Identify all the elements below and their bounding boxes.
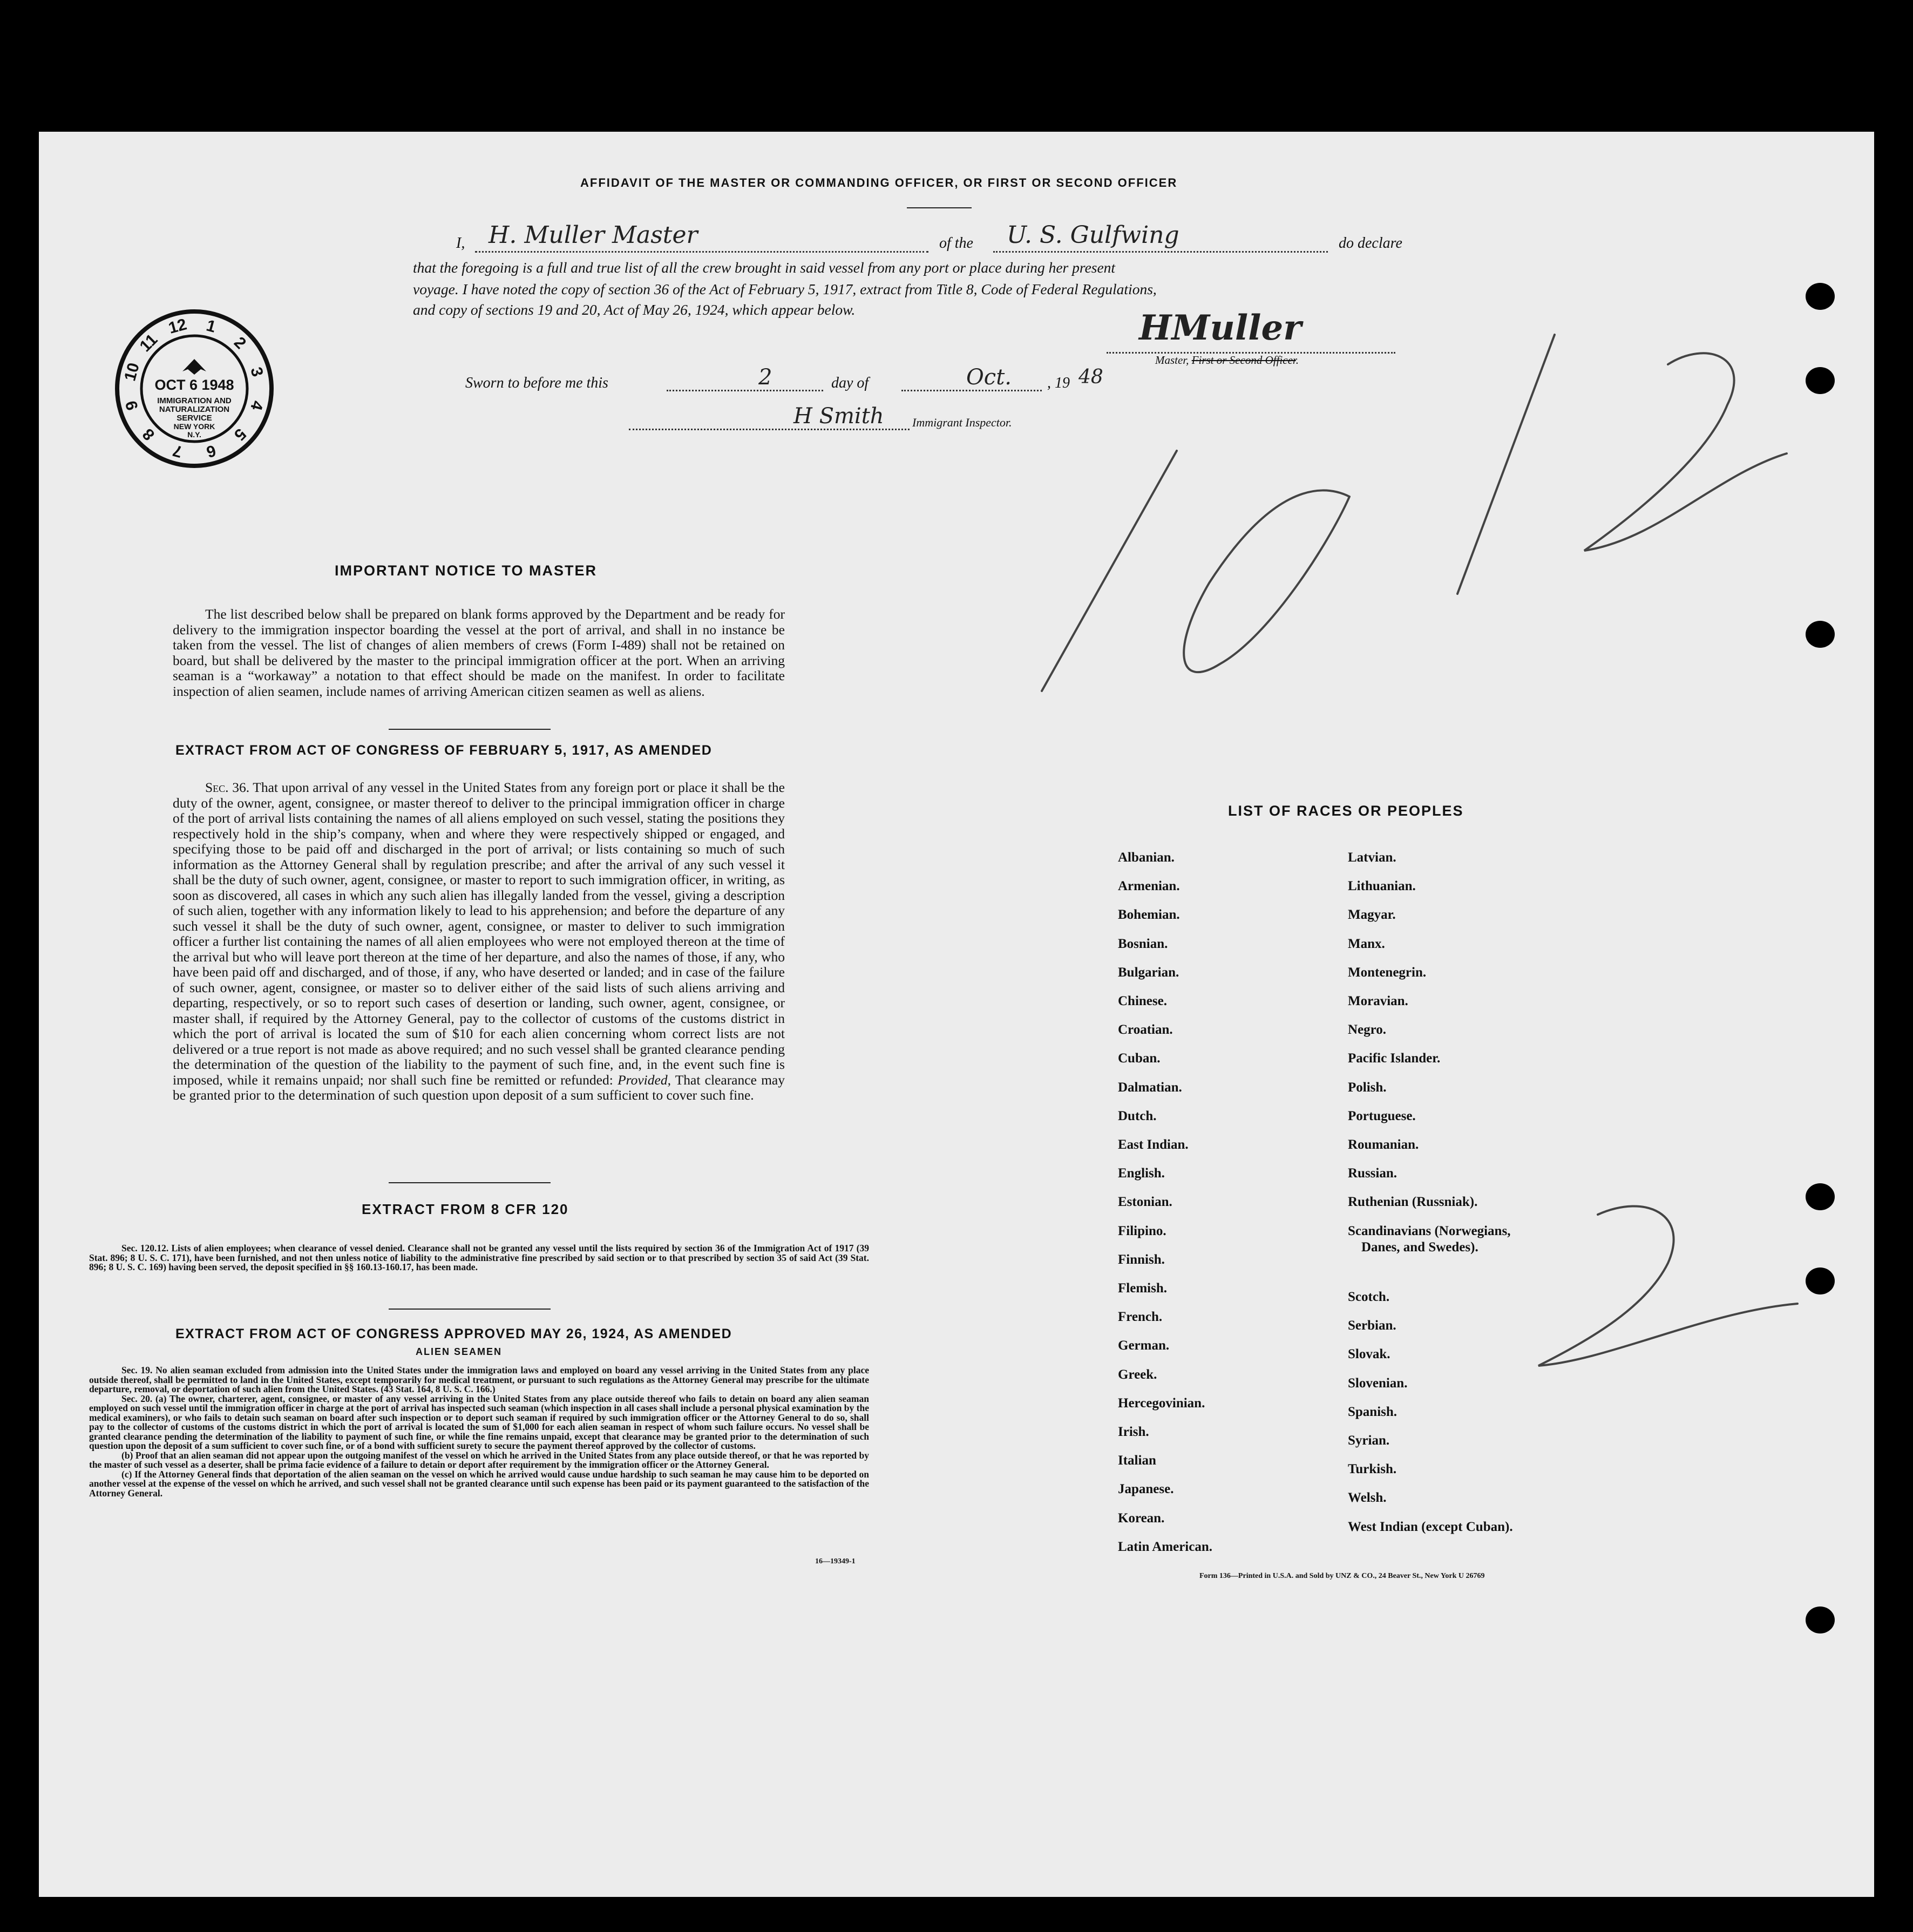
affidavit-heading: AFFIDAVIT OF THE MASTER OR COMMANDING OFFICER, OR FIRST OR SECOND OFFICER [580,176,1178,189]
section-rule [389,1182,551,1183]
race-item: Dutch. [1118,1108,1157,1123]
punch-hole [1806,621,1835,648]
race-item: Turkish. [1348,1462,1397,1477]
race-item: Danes, and Swedes). [1361,1239,1478,1255]
race-item: Spanish. [1348,1404,1398,1419]
race-item: Welsh. [1348,1490,1387,1506]
race-item: Latin American. [1118,1539,1212,1554]
race-item: French. [1118,1310,1163,1325]
punch-hole [1806,1267,1835,1294]
extract-1924-heading: EXTRACT FROM ACT OF CONGRESS APPROVED MAY 26, 1924, AS AMENDED [175,1326,732,1341]
sec-36-text-a: That upon arrival of any vessel in the United States from any foreign port or place it shall be the duty of the owner, agent, consignee, or master thereof to deliver to the principal immigration officer in charge of the port of arrival lists containing the names of all aliens employed on such vessel, stating the positions they respectively hold in the ship’s company, when and where they were respectively shipped or engaged, and specifying those to be paid off and discharged in the port of arrival; or lists containing so much of such information as the Attorney General shall by regulation prescribe; and after the arrival of any such vessel it shall be the duty of such owner, agent, consignee, or master to report to such immigration officer, in writing, as soon as discovered, all cases in which any such alien has illegally landed from the vessel, giving a description of such alien, together with any information likely to lead to his apprehension; and before the departure of any such vessel it shall be the duty of such owner, agent, consignee, or master to deliver to such immigration officer a further list containing the names of all alien employees who were not employed thereon at the time of the arrival but who will leave port thereon at the time of her departure, and also the names of those, if any, who have been paid off and discharged, and of those, if any, who have deserted or landed; and in case of the failure of such owner, agent, consignee, or master so to deliver either of the said lists of such aliens arriving and departing, respectively, or so to report such cases of desertion or landing, such owner, agent, consignee, or master shall, if required by the Attorney General, pay to the collector of customs of the customs district in which the port of arrival is located the sum of $10 for each alien concerning whom correct lists are not delivered or a true report is not made as above required; and no such vessel shall be granted clearance pending the determination of the question of the liability to the payment of such fine, and, in the event such fine is imposed, while it remains unpaid; nor shall such fine be remitted or refunded: [173,779,785,1088]
section-rule [389,1309,551,1310]
stamp-number: 6 [204,441,218,461]
sec-20a-text: Sec. 20. (a) The owner, charterer, agent, consignee, or master of any vessel arriving in the United States from any place outside thereof who fails to detain on board any alien seaman employed on such vessel until the immigration officer in charge at the port of arrival has inspected such seaman (which inspection in all cases shall include a personal physical examination by the medical examiners), or who fails to detain such seaman on board after such inspection or to deport such seaman if required by such immigration officer or the Attorney General to do so, shall pay to the collector of customs of the customs district in which the port of arrival is located the sum of $1,000 for each alien seaman in respect of whom such failure occurs. No vessel shall be granted clearance pending the determination of the liability to payment of such fine, or while the fine remains unpaid, except that clearance may be granted prior to the determination of such question upon the deposit of a sum sufficient to cover such fine, or of a bond with sufficient surety to secure the payment thereof approved by the collector of customs. [89,1393,869,1451]
provided-word: Provided, [618,1072,671,1088]
sworn-label: Sworn to before me this [465,375,608,391]
master-signature: HMuller [1139,308,1301,348]
stamp-line-2: NATURALIZATION [159,405,230,414]
sec-36-label: Sec. 36. [205,779,250,795]
race-item: Slovak. [1348,1347,1390,1362]
inspector-label: Immigrant Inspector. [912,416,1012,429]
race-item: Magyar. [1348,907,1396,923]
race-item: Filipino. [1118,1223,1166,1238]
stamp-number: 12 [166,315,189,337]
sec-36-text-b: That clearance may be granted prior to the determination of such question upon deposit of a sum sufficient to cover such fine. [173,1072,785,1103]
year-value: 48 [1078,366,1103,388]
section-rule [389,729,551,730]
handwritten-number-large-text: 10/2 [1393,520,1412,532]
handwritten-number-large [1015,313,1792,723]
inspector-line [629,429,910,430]
sec-20b-text: (b) Proof that an alien seaman did not appear upon the outgoing manifest of the vessel on which he arrived in the United States from any place outside thereof, or that he was reported by the master of such vessel as a deserter, shall be prima facie evidence of a failure to detain or deport after requirement by the immigration officer or the Attorney General. [89,1449,869,1470]
stamp-line-3: SERVICE [177,413,212,423]
master-name: H. Muller Master [489,221,698,249]
race-item: Armenian. [1118,879,1180,894]
race-item: Greek. [1118,1367,1157,1382]
race-item: Serbian. [1348,1318,1396,1333]
race-item: Hercegovinian. [1118,1395,1205,1411]
month-value: Oct. [966,365,1012,390]
year-prefix-number: 19 [1055,375,1070,391]
cfr-text: Sec. 120.12. Lists of alien employees; when clearance of vessel denied. Clearance shall not be granted any vessel until the lists required by section 36 of the Immigration Act of 1917 (39 Stat. 896; 8 U. S. C. 171), have been furnished, and not then unless notice of liability to the administrative fine prescribed by said section or to that prescribed by section 35 of said Act (39 Stat. 896; 8 U. S. C. 169) having been served, the deposit specified in §§ 160.13-160.17, has been made. [89,1243,869,1272]
race-item: Bohemian. [1118,907,1180,923]
extract-1924-block [89,1366,869,1498]
race-item: Flemish. [1118,1281,1167,1296]
race-item: Pacific Islander. [1348,1051,1441,1066]
affidavit-line-2: that the foregoing is a full and true list of all the crew brought in said vessel from any port or place during her present [413,259,1116,276]
race-item: Roumanian. [1348,1137,1419,1152]
day-line [667,390,823,391]
do-declare-label: do declare [1339,235,1402,252]
stamp-date: OCT 6 1948 [154,377,234,393]
extract-1917-heading: EXTRACT FROM ACT OF CONGRESS OF FEBRUARY 5, 1917, AS AMENDED [175,743,713,758]
form-printer-line: Form 136—Printed in U.S.A. and Sold by UNZ & CO., 24 Beaver St., New York U 26769 [1199,1572,1485,1580]
stamp-eagle-icon [182,359,206,375]
stamp-number: 11 [136,330,161,356]
handwritten-number-side-text: 2 [1663,1281,1668,1293]
race-item: Lithuanian. [1348,879,1416,894]
stamp-number: 3 [247,365,267,379]
sec-20c-text: (c) If the Attorney General finds that deportation of the alien seaman on the vessel on which he arrived would cause undue hardship to such seaman he may cause him to be deported on another vessel at the expense of the vessel on which he arrived, and such vessel shall not be granted clearance until such expense has been paid or its payment guaranteed to the satisfaction of the Attorney General. [89,1468,869,1499]
master-name-line [475,251,928,253]
punch-hole [1806,283,1835,310]
heading-rule [907,207,972,208]
inspector-signature: H Smith [793,404,884,429]
affidavit-line-4: and copy of sections 19 and 20, Act of May 26, 1924, which appear below. [413,301,856,318]
race-item: Korean. [1118,1510,1165,1526]
day-of-label: day of [831,375,869,391]
race-item: Manx. [1348,936,1385,951]
race-item: English. [1118,1166,1165,1181]
race-item: West Indian (except Cuban). [1348,1519,1513,1534]
race-item: Montenegrin. [1348,965,1427,980]
races-heading: LIST OF RACES OR PEOPLES [1228,803,1464,819]
stamp-line-5: N.Y. [187,430,201,439]
handwritten-number-side [1528,1198,1808,1382]
stamp-number: 9 [122,398,142,412]
notice-heading: IMPORTANT NOTICE TO MASTER [335,562,597,579]
race-item: Croatian. [1118,1022,1173,1038]
stamp-number: 1 [204,316,218,336]
vessel-name-line [993,251,1328,253]
signature-caption: Master, First or Second Officer. [1155,354,1299,367]
stamp-number: 8 [139,424,159,444]
race-item: Italian [1118,1453,1156,1468]
stamp-line-1: IMMIGRATION AND [157,396,232,405]
race-item: Slovenian. [1348,1375,1408,1391]
race-item: Irish. [1118,1425,1149,1439]
year-prefix: , 19 [1047,375,1070,391]
punch-hole [1806,1606,1835,1633]
race-item: Chinese. [1118,994,1167,1008]
race-item: Scotch. [1348,1289,1390,1304]
stamp-number: 4 [247,398,267,412]
receipt-stamp [113,308,275,470]
race-item: Syrian. [1348,1433,1390,1448]
notice-text: The list described below shall be prepared on blank forms approved by the Department and be ready for delivery to the immigration inspector boarding the vessel at the port of arrival, and shall in no instance be taken from the vessel. The list of changes of alien members of crews (Form I-489) shall not be retained on board, but shall be delivered by the master to the principal immigration officer at the port. When an arriving seaman is a “workaway” a notation to that effect should be made on the manifest. In order to facilitate inspection of alien seamen, include names of arriving American citizen seamen as well as aliens. [173,606,785,699]
affidavit-line-3: voyage. I have noted the copy of section 36 of the Act of February 5, 1917, extract from Title 8, Code of Federal Regulations, [413,281,1157,297]
race-item: Finnish. [1118,1252,1165,1267]
race-item: Ruthenian (Russniak). [1348,1195,1478,1210]
race-item: East Indian. [1118,1137,1189,1152]
race-item: Moravian. [1348,994,1408,1008]
race-item: Dalmatian. [1118,1080,1182,1095]
alien-seamen-subheading: ALIEN SEAMEN [416,1346,503,1357]
day-value: 2 [758,365,772,390]
stamp-number: 5 [230,424,250,444]
extract-1917-block [173,780,785,1103]
extract-cfr-block [89,1244,869,1272]
stamp-number: 10 [121,361,143,383]
race-item: Albanian. [1118,850,1175,865]
race-item: Japanese. [1118,1482,1174,1497]
race-item: Estonian. [1118,1195,1172,1210]
race-item: Russian. [1348,1166,1398,1181]
race-item: Scandinavians (Norwegians, [1348,1223,1511,1238]
notice-block [173,607,785,699]
sec-36-text [173,780,785,1103]
stamp-number: 2 [230,333,250,353]
race-item: Cuban. [1118,1051,1161,1066]
sec-19-text: Sec. 19. No alien seaman excluded from admission into the United States under the immigration laws and employed on board any vessel arriving in the United States from any place outside thereof, shall be permitted to land in the United States, except temporarily for medical treatment, or pursuant to such regulations as the Attorney General may prescribe for the ultimate departure, removal, or deportation of such alien from the United States. (43 Stat. 164, 8 U. S. C. 166.) [89,1365,869,1394]
punch-hole [1806,367,1835,394]
affidavit-prefix: I, [456,235,465,252]
stamp-line-4: NEW YORK [173,422,215,431]
signature-caption-master: Master, [1155,354,1192,367]
extract-cfr-heading: EXTRACT FROM 8 CFR 120 [362,1201,569,1217]
race-item: Latvian. [1348,850,1396,865]
race-item: Negro. [1348,1022,1387,1038]
race-item: Polish. [1348,1080,1387,1095]
punch-hole [1806,1183,1835,1210]
of-the-label: of the [939,235,973,252]
race-item: German. [1118,1338,1170,1353]
signature-caption-struck: First or Second Officer [1191,354,1296,367]
race-item: Bulgarian. [1118,965,1179,980]
race-item: Portuguese. [1348,1108,1416,1123]
race-item: Bosnian. [1118,936,1168,951]
vessel-name: U. S. Gulfwing [1007,221,1179,249]
form-code: 16—19349-1 [815,1557,856,1565]
stamp-number: 7 [171,441,185,461]
